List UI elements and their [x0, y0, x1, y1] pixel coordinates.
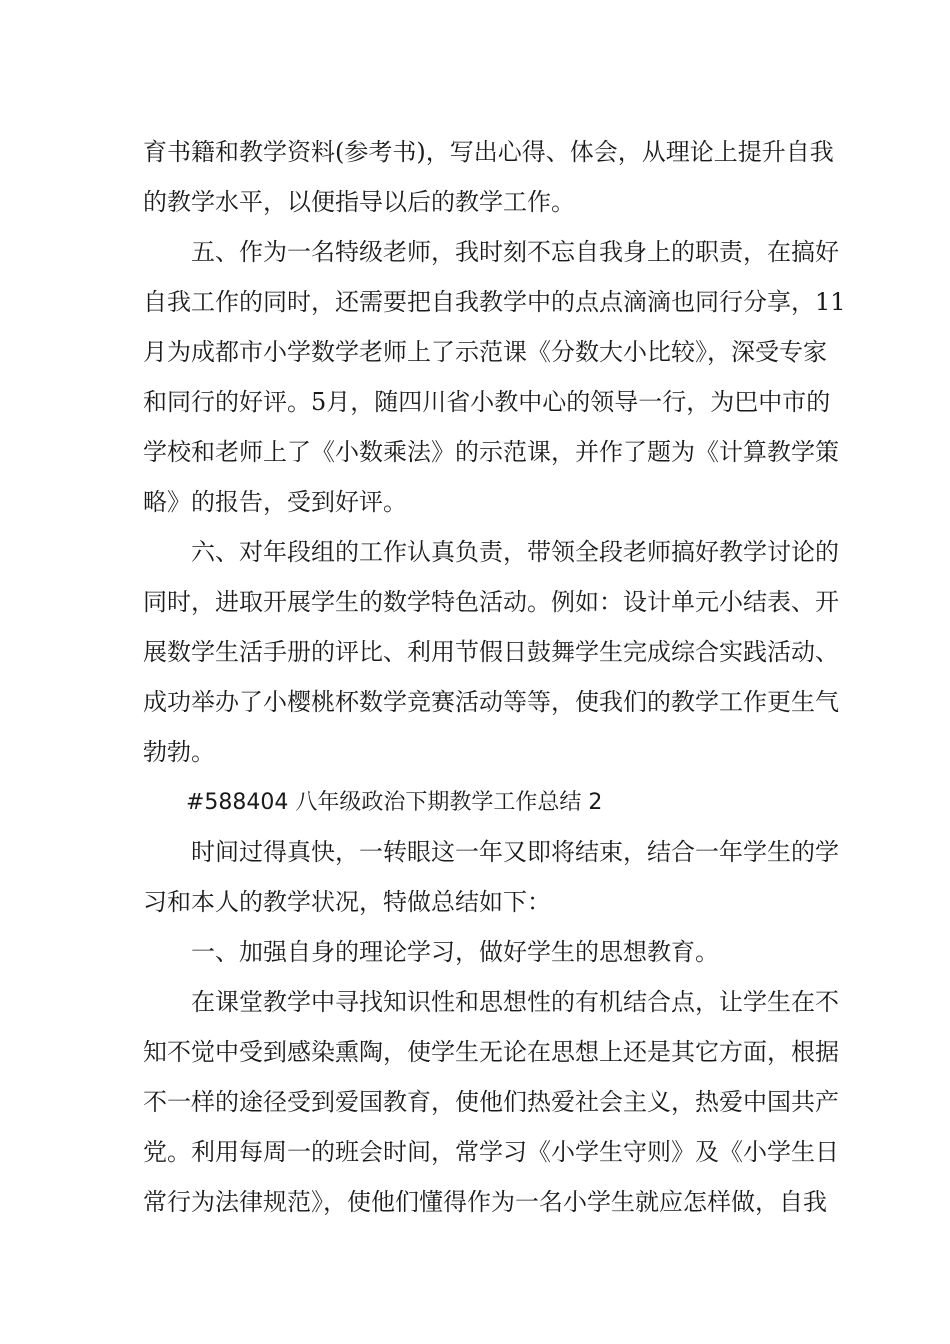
- paragraph-start-line: 五、作为一名特级老师，我时刻不忘自我身上的职责，在搞好: [191, 238, 839, 266]
- text-line: 育书籍和教学资料(参考书)，写出心得、体会，从理论上提升自我: [143, 138, 834, 166]
- text-line: 勃勃。: [143, 738, 215, 766]
- text-line: 月为成都市小学数学老师上了示范课《分数大小比较》，深受专家: [143, 338, 827, 366]
- text-line: 学校和老师上了《小数乘法》的示范课，并作了题为《计算教学策: [143, 438, 839, 466]
- text-line: 习和本人的教学状况，特做总结如下：: [143, 888, 551, 916]
- paragraph-start-line: 六、对年段组的工作认真负责，带领全段老师搞好教学讨论的: [191, 538, 839, 566]
- text-line: 党。利用每周一的班会时间，常学习《小学生守则》及《小学生日: [143, 1138, 839, 1166]
- text-line: 的教学水平，以便指导以后的教学工作。: [143, 188, 575, 216]
- text-line: 和同行的好评。5月，随四川省小教中心的领导一行，为巴中市的: [143, 388, 831, 416]
- text-line: 知不觉中受到感染熏陶，使学生无论在思想上还是其它方面，根据: [143, 1038, 839, 1066]
- subheading-line: 一、加强自身的理论学习，做好学生的思想教育。: [191, 938, 719, 966]
- text-line: 同时，进取开展学生的数学特色活动。例如：设计单元小结表、开: [143, 588, 839, 616]
- text-line: 自我工作的同时，还需要把自我教学中的点点滴滴也同行分享，11: [143, 288, 846, 316]
- paragraph-start-line: 时间过得真快，一转眼这一年又即将结束，结合一年学生的学: [191, 838, 839, 866]
- text-line: 常行为法律规范》，使他们懂得作为一名小学生就应怎样做，自我: [143, 1188, 827, 1216]
- text-line: 略》的报告，受到好评。: [143, 488, 407, 516]
- paragraph-start-line: 在课堂教学中寻找知识性和思想性的有机结合点，让学生在不: [191, 988, 839, 1016]
- text-line: 成功举办了小樱桃杯数学竞赛活动等等，使我们的教学工作更生气: [143, 688, 839, 716]
- section-heading: #588404 八年级政治下期教学工作总结 2: [186, 790, 603, 815]
- text-line: 不一样的途径受到爱国教育，使他们热爱社会主义，热爱中国共产: [143, 1088, 839, 1116]
- text-line: 展数学生活手册的评比、利用节假日鼓舞学生完成综合实践活动、: [143, 638, 839, 666]
